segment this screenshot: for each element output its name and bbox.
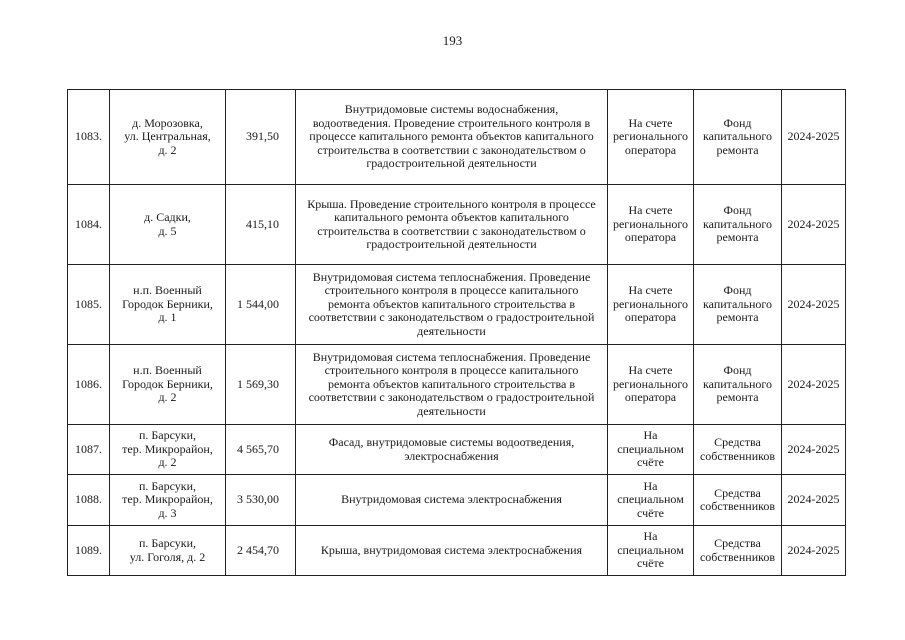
- area-cell: 4 565,70: [226, 425, 296, 475]
- address-cell: н.п. Военный Городок Берники, д. 2: [110, 345, 226, 425]
- funding-source-cell: Фонд капитального ремонта: [694, 345, 782, 425]
- funding-source-cell: Фонд капитального ремонта: [694, 90, 782, 185]
- account-method-cell: На специальном счёте: [608, 475, 694, 526]
- work-type-cell: Фасад, внутридомовые системы водоотведения, электроснабжения: [296, 425, 608, 475]
- period-cell: 2024-2025: [782, 425, 846, 475]
- row-number: 1085.: [68, 265, 110, 345]
- table-row: [68, 265, 846, 345]
- row-number: 1086.: [68, 345, 110, 425]
- work-type-cell: Внутридомовая система теплоснабжения. Проведение строительного контроля в процессе капитального ремонта объектов капитального строительства в соответствии с законодательством о градостроительной деятельности: [296, 345, 608, 425]
- address-cell: н.п. Военный Городок Берники, д. 1: [110, 265, 226, 345]
- area-cell: 391,50: [226, 90, 296, 185]
- table-row: [68, 345, 846, 425]
- account-method-cell: На счете регионального оператора: [608, 265, 694, 345]
- funding-source-cell: Средства собственников: [694, 475, 782, 526]
- table-row: [68, 526, 846, 576]
- address-cell: д. Садки, д. 5: [110, 185, 226, 265]
- work-type-cell: Крыша, внутридомовая система электроснабжения: [296, 526, 608, 576]
- funding-source-cell: Средства собственников: [694, 526, 782, 576]
- work-type-cell: Внутридомовая система теплоснабжения. Проведение строительного контроля в процессе капитального ремонта объектов капитального строительства в соответствии с законодательством о градостроительной деятельности: [296, 265, 608, 345]
- account-method-cell: На счете регионального оператора: [608, 185, 694, 265]
- area-cell: 1 544,00: [226, 265, 296, 345]
- period-cell: 2024-2025: [782, 90, 846, 185]
- table-row: [68, 90, 846, 185]
- repair-registry-table: [67, 89, 846, 576]
- row-number: 1084.: [68, 185, 110, 265]
- address-cell: п. Барсуки, тер. Микрорайон, д. 3: [110, 475, 226, 526]
- table-row: [68, 425, 846, 475]
- funding-source-cell: Средства собственников: [694, 425, 782, 475]
- period-cell: 2024-2025: [782, 265, 846, 345]
- row-number: 1087.: [68, 425, 110, 475]
- funding-source-cell: Фонд капитального ремонта: [694, 265, 782, 345]
- work-type-cell: Крыша. Проведение строительного контроля в процессе капитального ремонта объектов капитального строительства в соответствии с законодательством о градостроительной деятельности: [296, 185, 608, 265]
- page-number: 193: [442, 33, 463, 48]
- area-cell: 415,10: [226, 185, 296, 265]
- table-row: [68, 475, 846, 526]
- row-number: 1089.: [68, 526, 110, 576]
- area-cell: 3 530,00: [226, 475, 296, 526]
- address-cell: д. Морозовка, ул. Центральная, д. 2: [110, 90, 226, 185]
- account-method-cell: На специальном счёте: [608, 526, 694, 576]
- account-method-cell: На счете регионального оператора: [608, 345, 694, 425]
- row-number: 1083.: [68, 90, 110, 185]
- row-number: 1088.: [68, 475, 110, 526]
- funding-source-cell: Фонд капитального ремонта: [694, 185, 782, 265]
- work-type-cell: Внутридомовая система электроснабжения: [296, 475, 608, 526]
- area-cell: 1 569,30: [226, 345, 296, 425]
- period-cell: 2024-2025: [782, 345, 846, 425]
- area-cell: 2 454,70: [226, 526, 296, 576]
- account-method-cell: На счете регионального оператора: [608, 90, 694, 185]
- account-method-cell: На специальном счёте: [608, 425, 694, 475]
- address-cell: п. Барсуки, ул. Гоголя, д. 2: [110, 526, 226, 576]
- period-cell: 2024-2025: [782, 475, 846, 526]
- address-cell: п. Барсуки, тер. Микрорайон, д. 2: [110, 425, 226, 475]
- period-cell: 2024-2025: [782, 185, 846, 265]
- table-row: [68, 185, 846, 265]
- work-type-cell: Внутридомовые системы водоснабжения, водоотведения. Проведение строительного контроля в процессе капитального ремонта объектов капитального строительства в соответствии с законодательством о градостроительной деятельности: [296, 90, 608, 185]
- period-cell: 2024-2025: [782, 526, 846, 576]
